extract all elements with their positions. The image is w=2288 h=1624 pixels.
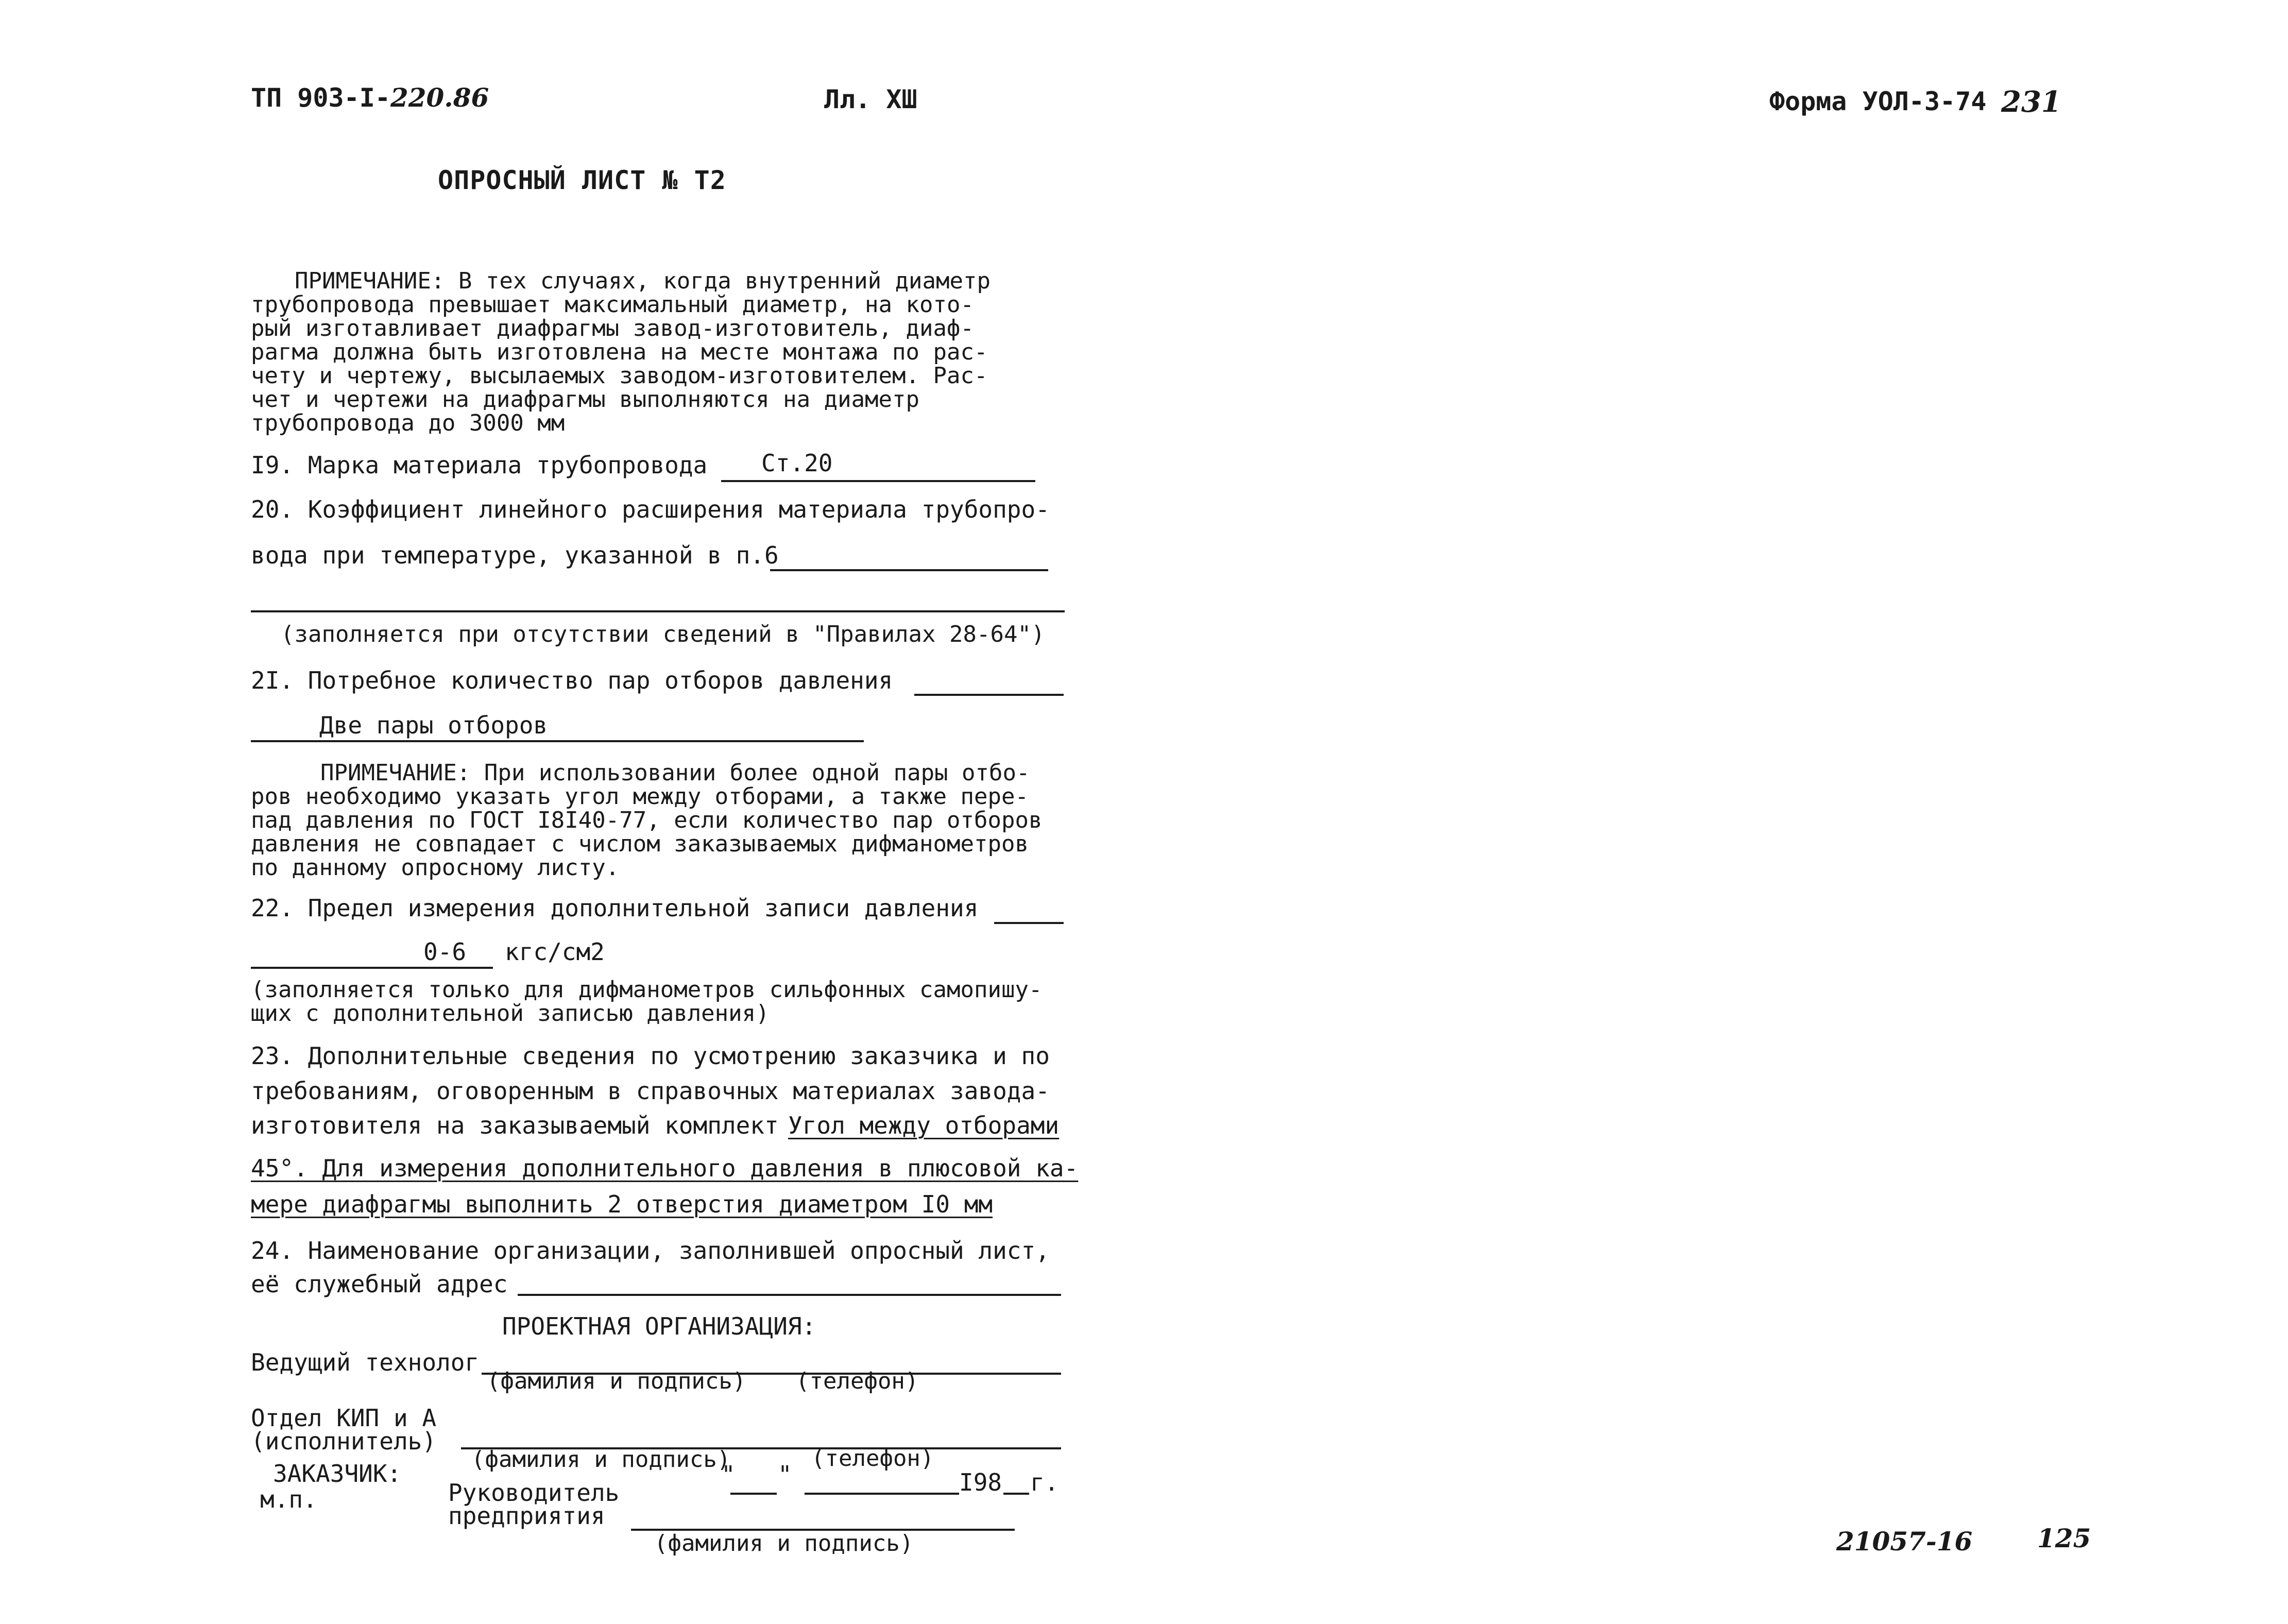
doc-code xyxy=(251,82,489,113)
sheet-number: Лл. XШ xyxy=(824,84,917,114)
year-prefix: I98 xyxy=(959,1468,1002,1496)
note-1-line: рый изготавливает диафрагмы завод-изготовитель, диаф- xyxy=(251,315,974,341)
date-quote-open: " xyxy=(721,1461,736,1489)
stamp-label: м.п. xyxy=(260,1485,317,1513)
footer-page-handwritten: 125 xyxy=(2037,1523,2091,1553)
item-22-caption-1: (заполняется только для дифманометров сильфонных самопишу- xyxy=(251,977,1043,1003)
item-22-label: 22. Предел измерения дополнительной записи давления xyxy=(251,894,979,922)
date-month-line xyxy=(805,1493,959,1495)
note-1 xyxy=(251,269,991,435)
note-2-line: по данному опросному листу. xyxy=(251,854,620,881)
doc-code-handwritten: 220.86 xyxy=(390,82,489,113)
note-2 xyxy=(251,761,1042,880)
item-20-line-2: вода при температуре, указанной в п.6 xyxy=(251,541,779,569)
year-line xyxy=(1003,1493,1029,1495)
lead-technologist-label: Ведущий технолог xyxy=(251,1348,480,1376)
note-1-line: трубопровода до 3000 мм xyxy=(251,410,565,436)
org-heading: ПРОЕКТНАЯ ОРГАНИЗАЦИЯ: xyxy=(502,1312,816,1340)
date-quote-close: " xyxy=(778,1461,792,1489)
item-20-caption: (заполняется при отсутствии сведений в "Правилах 28-64") xyxy=(281,621,1045,647)
phone-caption: (телефон) xyxy=(811,1445,934,1472)
item-20-line-1: 20. Коэффициент линейного расширения материала трубопро- xyxy=(251,495,1050,523)
dept-label-line-1: Отдел КИП и А xyxy=(251,1404,437,1432)
head-label-line-1: Руководитель xyxy=(448,1479,620,1507)
note-1-line: ПРИМЕЧАНИЕ: В тех случаях, когда внутренний диаметр xyxy=(295,268,991,294)
note-1-line: чету и чертежу, высылаемых заводом-изготовителем. Рас- xyxy=(251,363,988,389)
note-2-line: давления не совпадает с числом заказываемых дифманометров xyxy=(251,831,1029,857)
inventory-number-handwritten: 21057-16 xyxy=(1836,1526,1973,1557)
item-22-value-line xyxy=(251,967,493,969)
name-signature-caption: (фамилия и подпись) xyxy=(487,1368,746,1394)
item-21-value-line xyxy=(251,740,864,742)
item-22-unit: кгс/см2 xyxy=(505,938,605,966)
name-signature-caption: (фамилия и подпись) xyxy=(654,1530,914,1557)
doc-code-prefix: ТП 903-I- xyxy=(251,83,390,113)
name-signature-caption: (фамилия и подпись) xyxy=(471,1446,731,1473)
item-22-caption-2: щих с дополнительной записью давления) xyxy=(251,1000,770,1027)
note-1-line: чет и чертежи на диафрагмы выполняются на диаметр xyxy=(251,386,920,413)
item-22-value: 0-6 xyxy=(423,938,467,966)
item-23-line-3: изготовителя на заказываемый комплект xyxy=(251,1112,779,1139)
item-21-value: Две пары отборов xyxy=(319,711,548,739)
note-2-line: ПРИМЕЧАНИЕ: При использовании более одной пары отбо- xyxy=(320,760,1030,786)
note-2-line: пад давления по ГОСТ I8I40-77, если количество пар отборов xyxy=(251,807,1043,833)
customer-label: ЗАКАЗЧИК: xyxy=(273,1460,402,1488)
item-23-line-2: требованиям, оговоренным в справочных материалах завода- xyxy=(251,1077,1050,1105)
item-23-value-1: Угол между отборами xyxy=(788,1112,1060,1139)
phone-caption: (телефон) xyxy=(796,1368,919,1394)
note-1-line: трубопровода превышает максимальный диаметр, на кото- xyxy=(251,292,974,318)
item-23-value-2: 45°. Для измерения дополнительного давления в плюсовой ка- xyxy=(251,1154,1079,1182)
item-23-value-3: мере диафрагмы выполнить 2 отверстия диаметром I0 мм xyxy=(251,1190,993,1218)
item-21-label: 2I. Потребное количество пар отборов давления xyxy=(251,666,893,694)
item-20-fill-line-full xyxy=(251,610,1065,612)
item-23-line-1: 23. Дополнительные сведения по усмотрению заказчика и по xyxy=(251,1042,1050,1070)
item-24-line-2: её служебный адрес xyxy=(251,1270,508,1298)
item-21-fill-line xyxy=(914,694,1064,696)
page-title: ОПРОСНЫЙ ЛИСТ № Т2 xyxy=(438,165,726,195)
item-20-fill-line xyxy=(770,569,1048,571)
item-19-fill-line xyxy=(721,480,1035,482)
date-day-line xyxy=(730,1493,777,1495)
year-suffix: г. xyxy=(1030,1468,1059,1496)
note-2-line: ров необходимо указать угол между отборами, а также пере- xyxy=(251,783,1029,810)
item-24-fill-line xyxy=(518,1294,1061,1296)
head-label-line-2: предприятия xyxy=(448,1502,605,1530)
form-label: Форма УОЛ-3-74 xyxy=(1769,87,1987,116)
item-19-label: I9. Марка материала трубопровода xyxy=(251,451,708,479)
item-22-fill-line xyxy=(994,922,1064,924)
page-number-handwritten: 231 xyxy=(2001,85,2061,119)
dept-label-line-2: (исполнитель) xyxy=(251,1427,437,1455)
note-1-line: рагма должна быть изготовлена на месте монтажа по рас- xyxy=(251,339,988,365)
item-24-line-1: 24. Наименование организации, заполнившей опросный лист, xyxy=(251,1237,1050,1264)
item-19-value: Ст.20 xyxy=(761,449,833,477)
